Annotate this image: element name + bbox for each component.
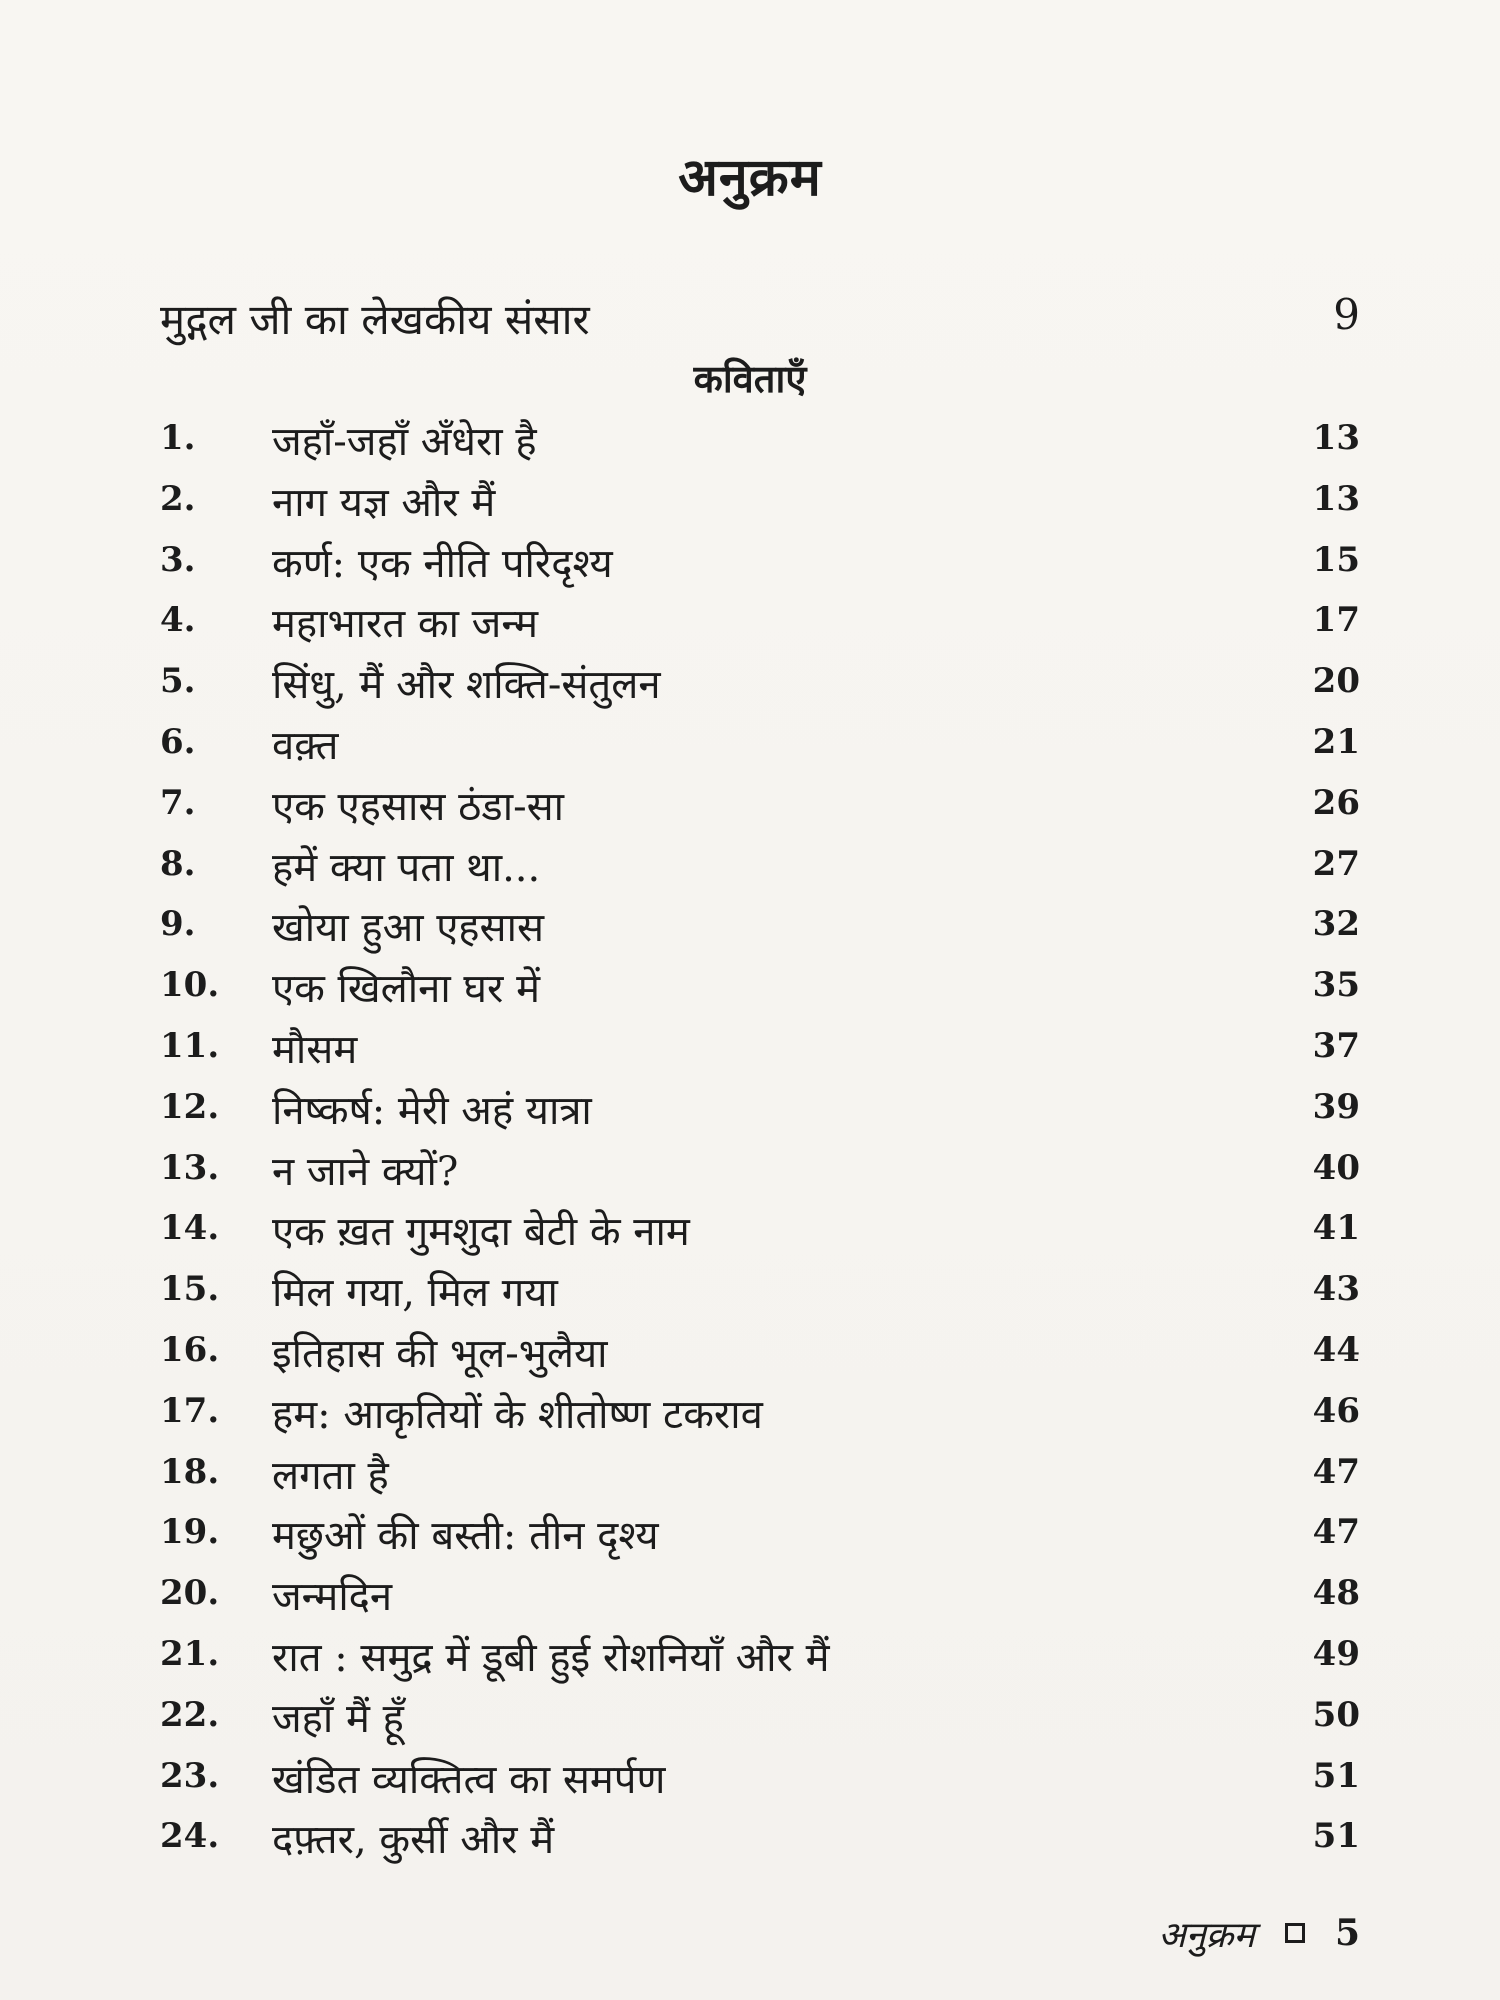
toc-entry-page: 51 bbox=[1312, 1816, 1360, 1857]
toc-entry-page: 32 bbox=[1312, 904, 1360, 945]
toc-list bbox=[160, 412, 1360, 1871]
toc-entry-page: 50 bbox=[1312, 1694, 1360, 1735]
toc-entry-number: 16. bbox=[160, 1329, 220, 1370]
toc-entry-number: 11. bbox=[160, 1025, 220, 1066]
toc-entry-number: 1. bbox=[160, 418, 196, 458]
toc-entry-page: 49 bbox=[1312, 1633, 1360, 1674]
toc-entry bbox=[160, 1750, 1360, 1811]
footer-label: अनुक्रम bbox=[1158, 1914, 1255, 1956]
toc-entry-page: 44 bbox=[1312, 1329, 1360, 1370]
toc-entry-page: 13 bbox=[1312, 418, 1360, 458]
toc-entry bbox=[160, 1263, 1360, 1324]
toc-entry bbox=[160, 1324, 1360, 1385]
toc-entry-page: 27 bbox=[1312, 843, 1360, 884]
toc-entry-number: 8. bbox=[160, 843, 196, 884]
toc-entry bbox=[160, 655, 1360, 716]
toc-entry-title: लगता है bbox=[272, 1452, 389, 1499]
page-title: अनुक्रम bbox=[678, 147, 822, 208]
toc-entry-number: 23. bbox=[160, 1755, 220, 1796]
toc-entry bbox=[160, 716, 1360, 777]
toc-entry-page: 17 bbox=[1312, 600, 1360, 641]
intro-entry-page: 9 bbox=[1333, 290, 1360, 339]
toc-entry-title: हमें क्या पता था... bbox=[272, 844, 541, 891]
toc-entry-page: 47 bbox=[1312, 1512, 1360, 1553]
toc-entry-page: 15 bbox=[1312, 539, 1360, 580]
toc-entry-title: सिंधु, मैं और शक्ति-संतुलन bbox=[272, 662, 661, 709]
toc-entry-number: 4. bbox=[160, 600, 196, 641]
toc-entry-page: 47 bbox=[1312, 1451, 1360, 1492]
section-heading: कविताएँ bbox=[693, 356, 807, 401]
toc-entry bbox=[160, 959, 1360, 1020]
toc-entry-title: वक़्त bbox=[272, 722, 339, 769]
toc-entry-page: 51 bbox=[1312, 1755, 1360, 1796]
toc-entry-page: 26 bbox=[1312, 782, 1360, 823]
toc-entry-page: 35 bbox=[1312, 965, 1360, 1006]
toc-entry-title: एक ख़त गुमशुदा बेटी के नाम bbox=[272, 1209, 690, 1256]
toc-entry bbox=[160, 1385, 1360, 1446]
toc-entry-number: 13. bbox=[160, 1147, 220, 1188]
toc-entry bbox=[160, 412, 1360, 473]
toc-entry bbox=[160, 1628, 1360, 1689]
toc-entry-page: 48 bbox=[1312, 1573, 1360, 1614]
toc-entry-title: जन्मदिन bbox=[272, 1574, 393, 1621]
toc-entry bbox=[160, 1142, 1360, 1203]
toc-entry-number: 24. bbox=[160, 1816, 220, 1857]
intro-entry-title: मुद्गल जी का लेखकीय संसार bbox=[160, 295, 590, 344]
toc-entry-number: 17. bbox=[160, 1390, 220, 1431]
toc-entry-title: खंडित व्यक्तित्व का समर्पण bbox=[272, 1756, 666, 1803]
toc-entry bbox=[160, 1446, 1360, 1507]
toc-entry-page: 41 bbox=[1312, 1208, 1360, 1249]
toc-entry-number: 6. bbox=[160, 721, 196, 762]
toc-entry-number: 20. bbox=[160, 1573, 220, 1614]
toc-entry-page: 20 bbox=[1312, 661, 1360, 702]
toc-entry bbox=[160, 777, 1360, 838]
toc-entry-number: 7. bbox=[160, 782, 196, 823]
toc-entry-page: 40 bbox=[1312, 1147, 1360, 1188]
toc-entry-title: नाग यज्ञ और मैं bbox=[272, 479, 496, 526]
toc-entry bbox=[160, 1202, 1360, 1263]
toc-entry bbox=[160, 1567, 1360, 1628]
toc-entry-number: 9. bbox=[160, 904, 196, 945]
toc-entry-number: 5. bbox=[160, 661, 196, 702]
toc-entry-number: 15. bbox=[160, 1269, 220, 1310]
footer-page-number: 5 bbox=[1334, 1912, 1360, 1954]
toc-entry-title: एक खिलौना घर में bbox=[272, 966, 541, 1013]
toc-entry-number: 21. bbox=[160, 1633, 220, 1674]
toc-entry-title: निष्कर्ष: मेरी अहं यात्रा bbox=[272, 1087, 592, 1134]
toc-entry bbox=[160, 1506, 1360, 1567]
toc-entry-title: मिल गया, मिल गया bbox=[272, 1270, 558, 1317]
toc-entry-number: 18. bbox=[160, 1451, 220, 1492]
toc-entry-number: 12. bbox=[160, 1086, 220, 1127]
intro-entry bbox=[160, 290, 1360, 350]
toc-entry-title: रात : समुद्र में डूबी हुई रोशनियाँ और मैं bbox=[272, 1634, 830, 1681]
toc-entry-title: हम: आकृतियों के शीतोष्ण टकराव bbox=[272, 1391, 763, 1438]
toc-entry-number: 3. bbox=[160, 539, 196, 580]
toc-entry-number: 10. bbox=[160, 965, 220, 1006]
toc-entry-title: कर्ण: एक नीति परिदृश्य bbox=[272, 540, 613, 587]
toc-entry-title: मौसम bbox=[272, 1026, 358, 1073]
toc-entry bbox=[160, 473, 1360, 534]
toc-entry-page: 37 bbox=[1312, 1025, 1360, 1066]
toc-entry-title: जहाँ मैं हूँ bbox=[272, 1695, 404, 1742]
toc-entry-number: 14. bbox=[160, 1208, 220, 1249]
toc-entry-page: 13 bbox=[1312, 478, 1360, 519]
page-footer bbox=[1158, 1908, 1360, 1958]
toc-entry bbox=[160, 1689, 1360, 1750]
toc-entry bbox=[160, 1020, 1360, 1081]
toc-entry-page: 46 bbox=[1312, 1390, 1360, 1431]
toc-entry bbox=[160, 898, 1360, 959]
toc-entry-page: 39 bbox=[1312, 1086, 1360, 1127]
toc-entry bbox=[160, 1810, 1360, 1871]
toc-entry-title: एक एहसास ठंडा-सा bbox=[272, 783, 564, 830]
toc-entry-number: 19. bbox=[160, 1512, 220, 1553]
toc-entry-title: खोया हुआ एहसास bbox=[272, 905, 544, 952]
toc-entry-title: जहाँ-जहाँ अँधेरा है bbox=[272, 419, 537, 465]
toc-entry-page: 21 bbox=[1312, 721, 1360, 762]
square-icon bbox=[1285, 1923, 1305, 1943]
toc-entry-title: न जाने क्यों? bbox=[272, 1148, 459, 1195]
toc-entry-title: महाभारत का जन्म bbox=[272, 601, 538, 648]
toc-entry-title: इतिहास की भूल-भुलैया bbox=[272, 1330, 608, 1377]
toc-entry-number: 22. bbox=[160, 1694, 220, 1735]
toc-entry-number: 2. bbox=[160, 478, 196, 519]
toc-entry-title: मछुओं की बस्ती: तीन दृश्य bbox=[272, 1513, 659, 1560]
toc-entry bbox=[160, 1081, 1360, 1142]
toc-entry-title: दफ़्तर, कुर्सी और मैं bbox=[272, 1817, 555, 1864]
toc-entry bbox=[160, 594, 1360, 655]
toc-entry-page: 43 bbox=[1312, 1269, 1360, 1310]
toc-entry bbox=[160, 838, 1360, 899]
toc-entry bbox=[160, 534, 1360, 595]
